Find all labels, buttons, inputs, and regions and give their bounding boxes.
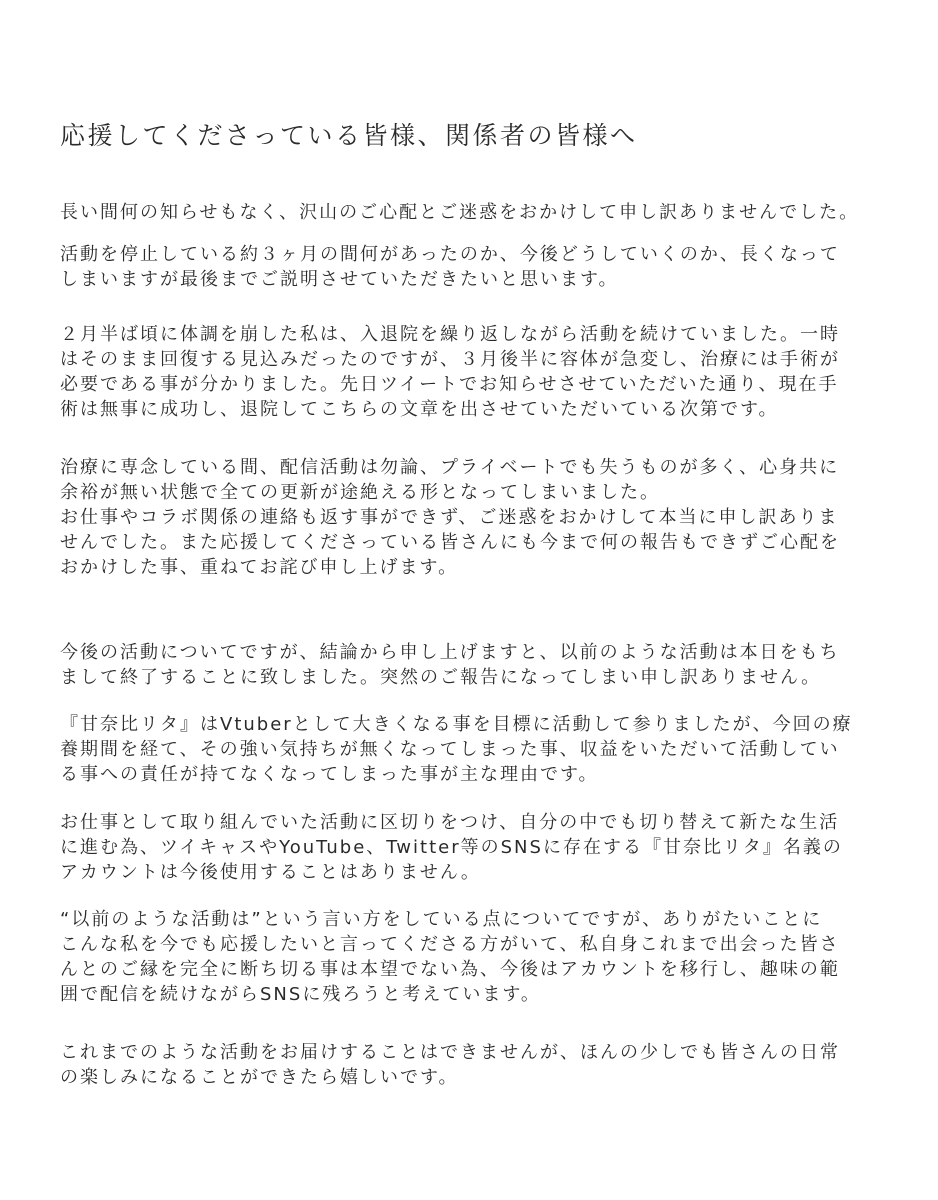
text-line: アカウントは今後使用することはありません。 xyxy=(60,862,481,883)
text-line: はそのまま回復する見込みだったのですが、３月後半に容体が急変し、治療には手術が xyxy=(60,349,840,370)
paragraph-accounts xyxy=(60,810,843,885)
text-line: お仕事やコラボ関係の連絡も返す事ができず、ご迷惑をおかけして本当に申し訳ありま xyxy=(60,507,839,528)
paragraph-apology xyxy=(60,200,859,225)
paragraph-intro xyxy=(60,242,840,292)
text-line: る事への責任が持てなくなってしまった事が主な理由です。 xyxy=(60,764,599,785)
text-line: 今後の活動についてですが、結論から申し上げますと、以前のような活動は本日をもち xyxy=(60,642,840,663)
text-line: 術は無事に成功し、退院してこちらの文章を出させていただいている次第です。 xyxy=(60,399,779,420)
text-line: まして終了することに致しました。突然のご報告になってしまい申し訳ありません。 xyxy=(60,667,822,688)
paragraph-future xyxy=(60,907,840,1007)
text-line: 必要である事が分かりました。先日ツイートでお知らせさせていただいた通り、現在手 xyxy=(60,374,839,395)
text-line: 治療に専念している間、配信活動は勿論、プライベートでも失うものが多く、心身共に xyxy=(60,457,840,478)
paragraph-reason xyxy=(60,712,853,787)
paragraph-conclusion xyxy=(60,640,840,690)
text-line: 長い間何の知らせもなく、沢山のご心配とご迷惑をおかけして申し訳ありませんでした。 xyxy=(60,202,860,223)
text-line: の楽しみになることができたら嬉しいです。 xyxy=(60,1067,459,1088)
text-line: んとのご縁を完全に断ち切る事は本望でない為、今後はアカウントを移行し、趣味の範 xyxy=(60,959,840,980)
text-line: しまいますが最後までご説明させていただきたいと思います。 xyxy=(60,269,619,290)
paragraph-health xyxy=(60,322,840,422)
text-line: 活動を停止している約３ヶ月の間何があったのか、今後どうしていくのか、長くなって xyxy=(60,244,840,265)
text-line: 囲で配信を続けながらSNSに残ろうと考えています。 xyxy=(60,984,541,1005)
letter-title: 応援してくださっている皆様、関係者の皆様へ xyxy=(60,121,638,150)
paragraph-closing xyxy=(60,1040,840,1090)
text-line: お仕事として取り組んでいた活動に区切りをつけ、自分の中でも切り替えて新たな生活 xyxy=(60,812,840,833)
text-line: こんな私を今でも応援したいと言ってくださる方がいて、私自身これまで出会った皆さ xyxy=(60,934,840,955)
text-line: ２月半ば頃に体調を崩した私は、入退院を繰り返しながら活動を続けていました。一時 xyxy=(60,324,840,345)
text-line: せんでした。また応援してくださっている皆さんにも今まで何の報告もできずご心配を xyxy=(60,532,840,553)
paragraph-treatment xyxy=(60,455,840,580)
text-line: 『甘奈比リタ』はVtuberとして大きくなる事を目標に活動して参りましたが、今回の療 xyxy=(60,714,853,735)
text-line: おかけした事、重ねてお詫び申し上げます。 xyxy=(60,557,459,578)
text-line: 養期間を経て、その強い気持ちが無くなってしまった事、収益をいただいて活動してい xyxy=(60,739,840,760)
text-line: に進む為、ツイキャスやYouTube、Twitter等のSNSに存在する『甘奈比リタ』名義の xyxy=(60,837,843,858)
text-line: “以前のような活動は”という言い方をしている点についてですが、ありがたいことに xyxy=(60,909,823,930)
text-line: 余裕が無い状態で全ての更新が途絶える形となってしまいました。 xyxy=(60,482,660,503)
text-line: これまでのような活動をお届けすることはできませんが、ほんの少しでも皆さんの日常 xyxy=(60,1042,840,1063)
